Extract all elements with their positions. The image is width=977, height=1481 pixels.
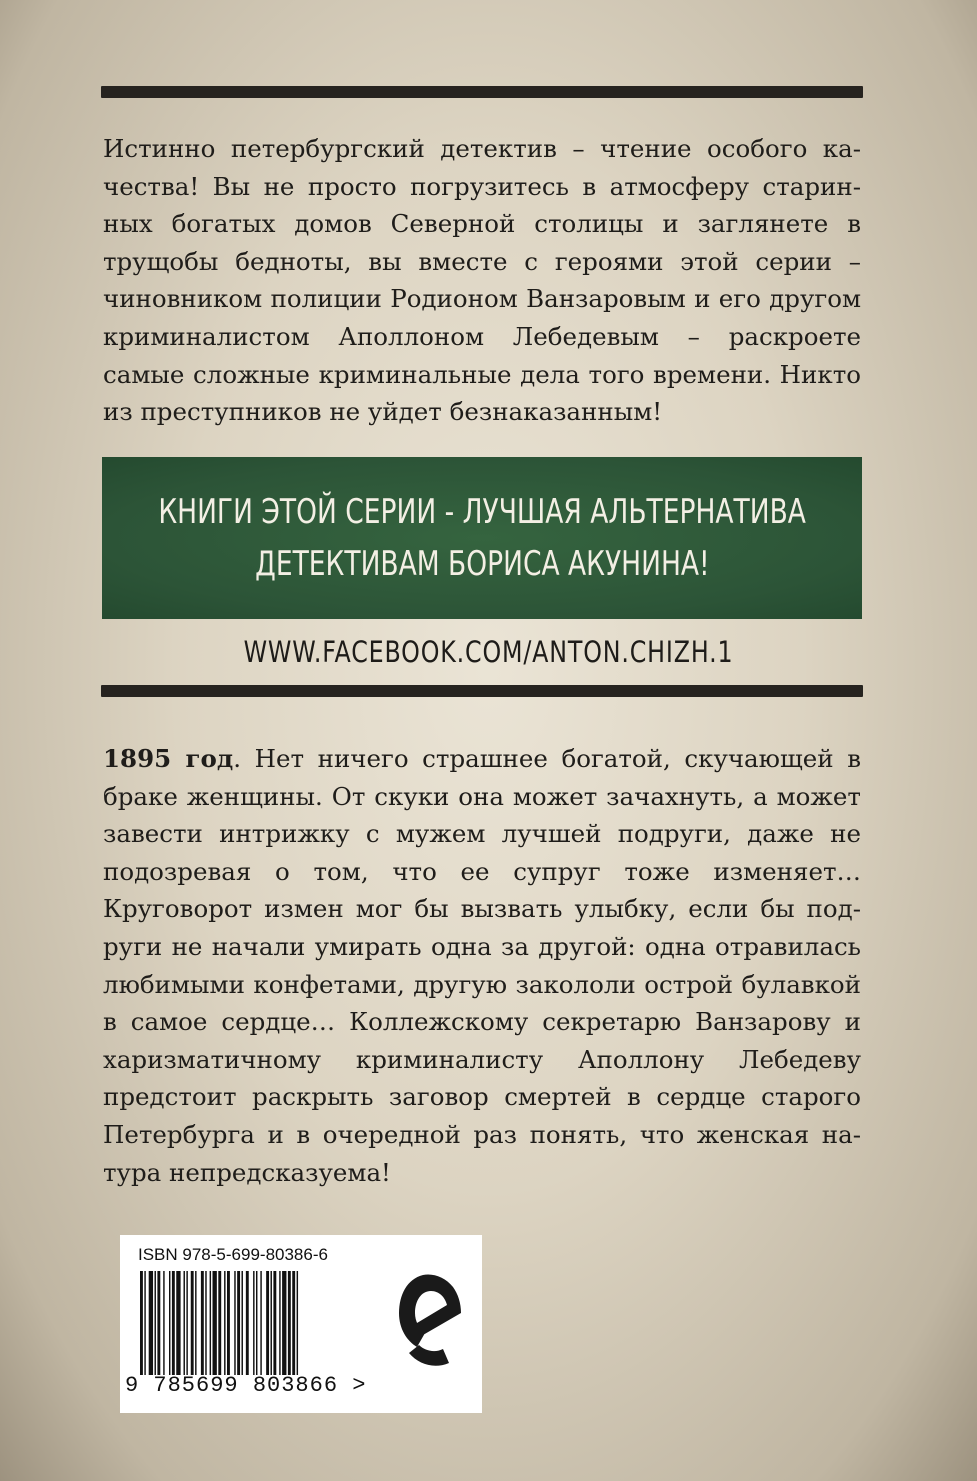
- barcode-bar: [144, 1271, 145, 1375]
- barcode-bar: [260, 1271, 261, 1375]
- barcode-bar: [237, 1271, 240, 1375]
- barcode-bar: [273, 1271, 276, 1375]
- synopsis-paragraph: [103, 740, 861, 1191]
- barcode-bar: [169, 1271, 170, 1375]
- barcode-bar: [172, 1271, 175, 1375]
- barcode-bar: [282, 1271, 286, 1375]
- barcode-bar: [297, 1271, 298, 1375]
- isbn-label: ISBN 978-5-699-80386-6: [138, 1245, 328, 1264]
- top-rule: [101, 86, 863, 98]
- barcode-bar: [253, 1271, 254, 1375]
- eksmo-e-icon: [395, 1265, 465, 1375]
- barcode-bar: [218, 1271, 221, 1375]
- barcode-bar: [140, 1271, 143, 1375]
- barcode-bar: [288, 1271, 291, 1375]
- barcode-bar: [234, 1271, 235, 1375]
- synopsis-text: . Нет ничего страшнее богатой, скучающей в браке женщины. От скуки она может зачахнуть, а может завести интрижку с мужем лучшей подруги, даже не подозревая о том, что ее супруг тоже изменяет… Круговорот измен мог бы вызвать улыбку, если бы подруги не начали умирать одна за другой: одна отравилась любимыми конфетами, другую закололи острой булавкой в самое сердце… Коллежскому секретарю Ванзарову и харизматичному криминалисту Аполлону Лебедеву предстоит раскрыть заговор смертей в сердце старого Петербурга и в очередной раз понять, что женская натура непредсказуема!: [103, 744, 861, 1187]
- barcode-bar: [149, 1271, 153, 1375]
- barcode-bar: [191, 1271, 194, 1375]
- barcode-bar: [184, 1271, 185, 1375]
- middle-rule: [101, 685, 863, 697]
- barcode-bar: [205, 1271, 206, 1375]
- barcode-bar: [256, 1271, 257, 1375]
- barcode-bar: [271, 1271, 272, 1375]
- banner-line-1: КНИГИ ЭТОЙ СЕРИИ - ЛУЧШАЯ АЛЬТЕРНАТИВА: [158, 492, 806, 532]
- barcode-bar: [292, 1271, 295, 1375]
- barcode-bar: [201, 1271, 204, 1375]
- author-url[interactable]: WWW.FACEBOOK.COM/ANTON.CHIZH.1: [243, 635, 734, 669]
- barcode-bar: [213, 1271, 217, 1375]
- barcode-bar: [163, 1271, 164, 1375]
- barcode-bar: [186, 1271, 187, 1375]
- synopsis-year: 1895 год: [103, 744, 234, 773]
- barcode-bar: [210, 1271, 211, 1375]
- barcode-bar: [279, 1271, 280, 1375]
- banner-line-2: ДЕТЕКТИВАМ БОРИСА АКУНИНА!: [254, 544, 710, 584]
- barcode-bar: [157, 1271, 160, 1375]
- promo-banner: [102, 457, 862, 619]
- barcode-bar: [242, 1271, 243, 1375]
- barcode-bar: [224, 1271, 225, 1375]
- barcode-bar: [246, 1271, 249, 1375]
- barcode-bar: [155, 1271, 156, 1375]
- barcode-bar: [176, 1271, 180, 1375]
- barcode-graphic: [138, 1271, 438, 1375]
- barcode-bar: [266, 1271, 269, 1375]
- intro-paragraph: Истинно петербургский детектив – чтение особого качества! Вы не просто погрузитесь в атмосферу старинных богатых домов Северной столицы и заглянете в трущобы бедноты, вы вместе с героями этой серии – чиновником полиции Родионом Ванзаровым и его другом криминалистом Аполлоном Лебедевым – раскроете самые сложные криминальные дела того времени. Никто из преступников не уйдет безнаказанным!: [103, 134, 861, 427]
- barcode-bar: [195, 1271, 196, 1375]
- barcode-digits: 9 785699 803866 >: [125, 1373, 367, 1398]
- barcode-bar: [227, 1271, 230, 1375]
